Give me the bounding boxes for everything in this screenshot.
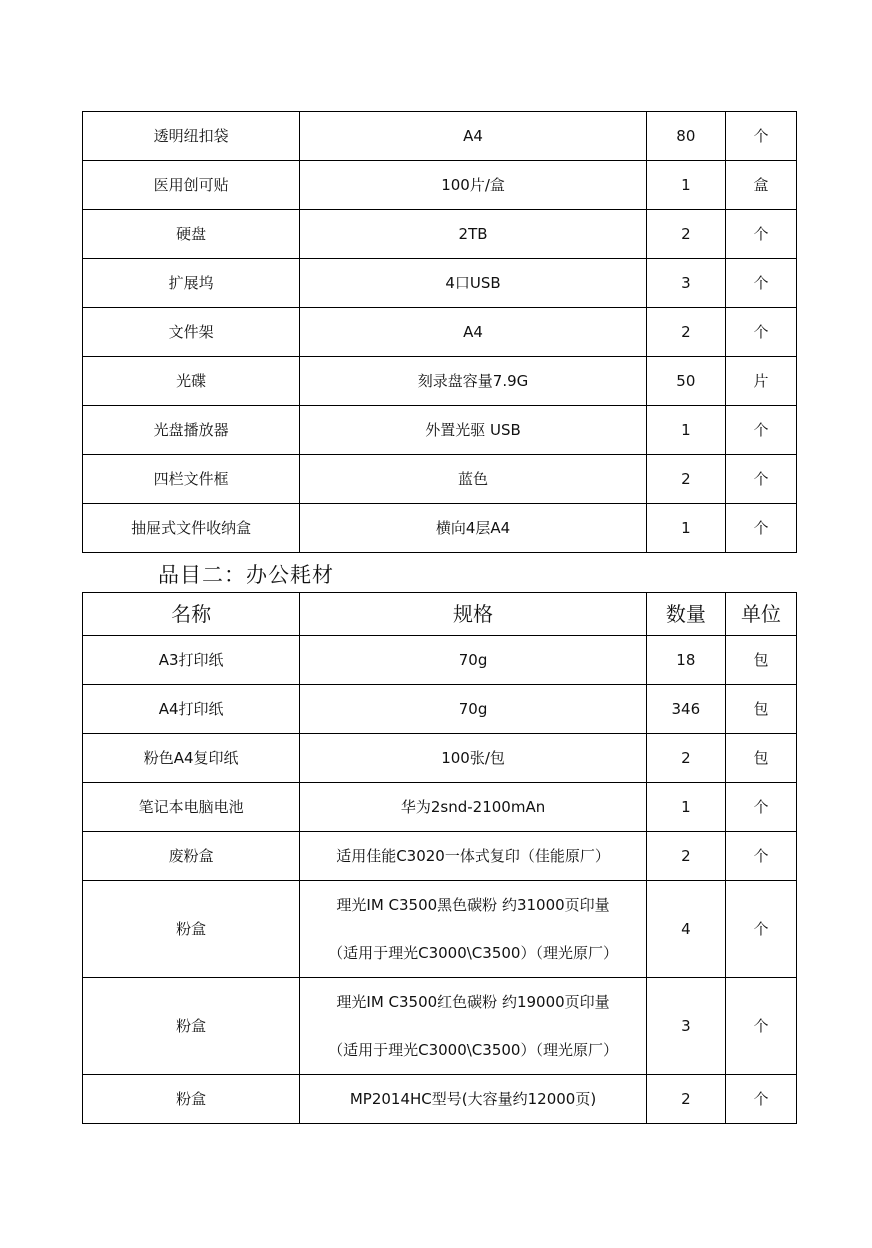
- item-quantity: 346: [646, 685, 725, 734]
- item-unit: 个: [725, 881, 796, 978]
- header-unit: 单位: [725, 593, 796, 636]
- item-unit: 个: [725, 978, 796, 1075]
- table-row: [83, 504, 797, 553]
- item-name: 废粉盒: [83, 832, 300, 881]
- item-name: 文件架: [83, 308, 300, 357]
- item-unit: 个: [725, 406, 796, 455]
- item-spec: 适用佳能C3020一体式复印（佳能原厂）: [300, 832, 646, 881]
- item-unit: 个: [725, 308, 796, 357]
- item-spec: 2TB: [300, 210, 646, 259]
- item-unit: 个: [725, 210, 796, 259]
- item-unit: 盒: [725, 161, 796, 210]
- consumables-table-1: [82, 111, 797, 553]
- spec-line: 理光IM C3500红色碳粉 约19000页印量: [336, 993, 610, 1011]
- item-name: 透明纽扣袋: [83, 112, 300, 161]
- item-quantity: 1: [646, 406, 725, 455]
- table-row: [83, 210, 797, 259]
- item-unit: 包: [725, 685, 796, 734]
- header-name: 名称: [83, 593, 300, 636]
- item-quantity: 2: [646, 455, 725, 504]
- item-unit: 包: [725, 734, 796, 783]
- item-name: 抽屉式文件收纳盒: [83, 504, 300, 553]
- table-header-row: [83, 593, 797, 636]
- table-row: [83, 832, 797, 881]
- table-row: [83, 406, 797, 455]
- item-spec: 4口USB: [300, 259, 646, 308]
- table-row: [83, 685, 797, 734]
- item-unit: 个: [725, 504, 796, 553]
- item-name: A4打印纸: [83, 685, 300, 734]
- item-quantity: 2: [646, 1075, 725, 1124]
- item-quantity: 80: [646, 112, 725, 161]
- table-row: [83, 308, 797, 357]
- table-row: [83, 1075, 797, 1124]
- item-spec: 外置光驱 USB: [300, 406, 646, 455]
- item-unit: 个: [725, 783, 796, 832]
- item-spec: A4: [300, 308, 646, 357]
- item-name: 粉盒: [83, 881, 300, 978]
- table-row: [83, 734, 797, 783]
- item-quantity: 1: [646, 504, 725, 553]
- item-unit: 片: [725, 357, 796, 406]
- item-spec: 70g: [300, 685, 646, 734]
- table-row: [83, 161, 797, 210]
- item-spec: MP2014HC型号(大容量约12000页): [300, 1075, 646, 1124]
- item-spec: 华为2snd-2100mAn: [300, 783, 646, 832]
- table-row: [83, 455, 797, 504]
- section-title: 品目二：办公耗材: [158, 563, 334, 587]
- item-name: 粉盒: [83, 978, 300, 1075]
- item-name: 光碟: [83, 357, 300, 406]
- item-quantity: 2: [646, 832, 725, 881]
- header-quantity: 数量: [646, 593, 725, 636]
- item-spec: [300, 881, 646, 978]
- item-unit: 包: [725, 636, 796, 685]
- item-name: A3打印纸: [83, 636, 300, 685]
- item-name: 四栏文件框: [83, 455, 300, 504]
- item-name: 笔记本电脑电池: [83, 783, 300, 832]
- spec-line: 理光IM C3500黑色碳粉 约31000页印量: [336, 896, 610, 914]
- item-name: 光盘播放器: [83, 406, 300, 455]
- header-spec: 规格: [300, 593, 646, 636]
- table-row: [83, 978, 797, 1075]
- item-quantity: 50: [646, 357, 725, 406]
- item-spec: 蓝色: [300, 455, 646, 504]
- item-name: 粉色A4复印纸: [83, 734, 300, 783]
- item-quantity: 4: [646, 881, 725, 978]
- item-name: 扩展坞: [83, 259, 300, 308]
- item-unit: 个: [725, 832, 796, 881]
- item-quantity: 2: [646, 734, 725, 783]
- item-spec: A4: [300, 112, 646, 161]
- item-unit: 个: [725, 112, 796, 161]
- table-row: [83, 881, 797, 978]
- item-name: 硬盘: [83, 210, 300, 259]
- item-spec: 刻录盘容量7.9G: [300, 357, 646, 406]
- item-quantity: 3: [646, 259, 725, 308]
- item-unit: 个: [725, 455, 796, 504]
- item-name: 医用创可贴: [83, 161, 300, 210]
- item-quantity: 1: [646, 161, 725, 210]
- table-row: [83, 357, 797, 406]
- item-spec: 横向4层A4: [300, 504, 646, 553]
- item-quantity: 18: [646, 636, 725, 685]
- table-row: [83, 259, 797, 308]
- item-name: 粉盒: [83, 1075, 300, 1124]
- item-spec: 100片/盒: [300, 161, 646, 210]
- item-spec: [300, 978, 646, 1075]
- spec-line: （适用于理光C3000\C3500）（理光原厂）: [328, 944, 618, 962]
- spec-line: （适用于理光C3000\C3500）（理光原厂）: [328, 1041, 618, 1059]
- office-consumables-table: [82, 592, 797, 1124]
- item-quantity: 2: [646, 308, 725, 357]
- table-row: [83, 783, 797, 832]
- item-quantity: 2: [646, 210, 725, 259]
- item-quantity: 1: [646, 783, 725, 832]
- item-quantity: 3: [646, 978, 725, 1075]
- item-unit: 个: [725, 1075, 796, 1124]
- table-row: [83, 112, 797, 161]
- item-unit: 个: [725, 259, 796, 308]
- item-spec: 70g: [300, 636, 646, 685]
- item-spec: 100张/包: [300, 734, 646, 783]
- table-row: [83, 636, 797, 685]
